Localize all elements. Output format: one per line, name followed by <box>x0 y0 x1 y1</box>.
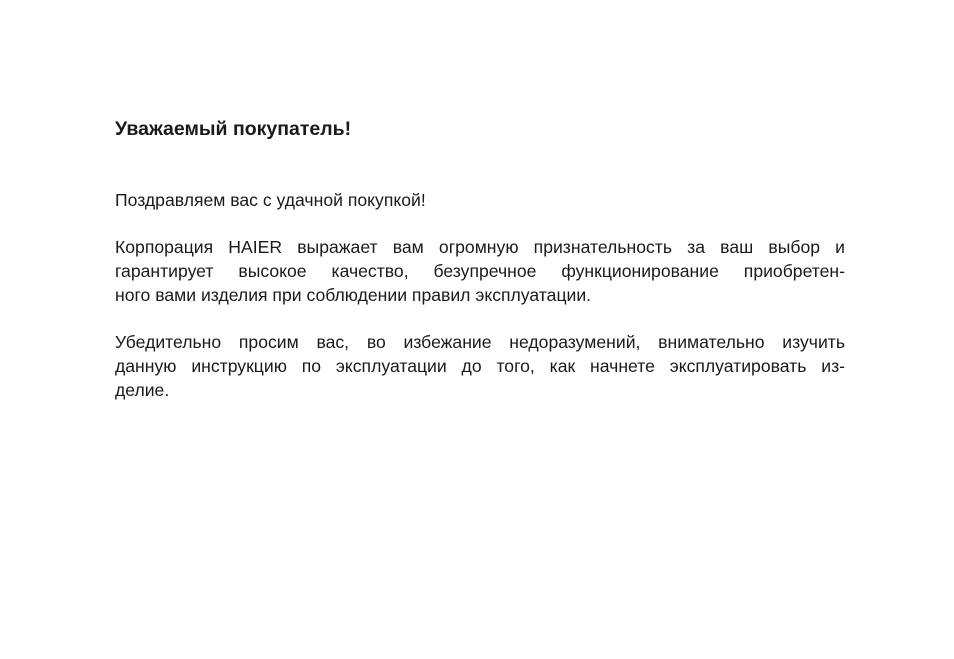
document-page <box>115 117 845 402</box>
paragraph-line: Поздравляем вас с удачной покупкой! <box>115 190 426 210</box>
paragraph-line: делие. <box>115 380 170 400</box>
paragraph-line: ного вами изделия при соблюдении правил эксплуатации. <box>115 285 592 305</box>
paragraph-line: Корпорация HAIER выражает вам огромную признательность за ваш выбор и <box>115 237 845 257</box>
gratitude-paragraph <box>115 235 845 307</box>
page-title: Уважаемый покупатель! <box>115 118 352 140</box>
paragraph-line: гарантирует высокое качество, безупречное функционирование приобретен- <box>115 261 845 281</box>
paragraph-line: данную инструкцию по эксплуатации до того, как начнете эксплуатировать из- <box>115 356 845 376</box>
instruction-paragraph <box>115 330 845 402</box>
paragraph-line: Убедительно просим вас, во избежание недоразумений, внимательно изучить <box>115 332 845 352</box>
greeting-paragraph <box>115 188 845 212</box>
